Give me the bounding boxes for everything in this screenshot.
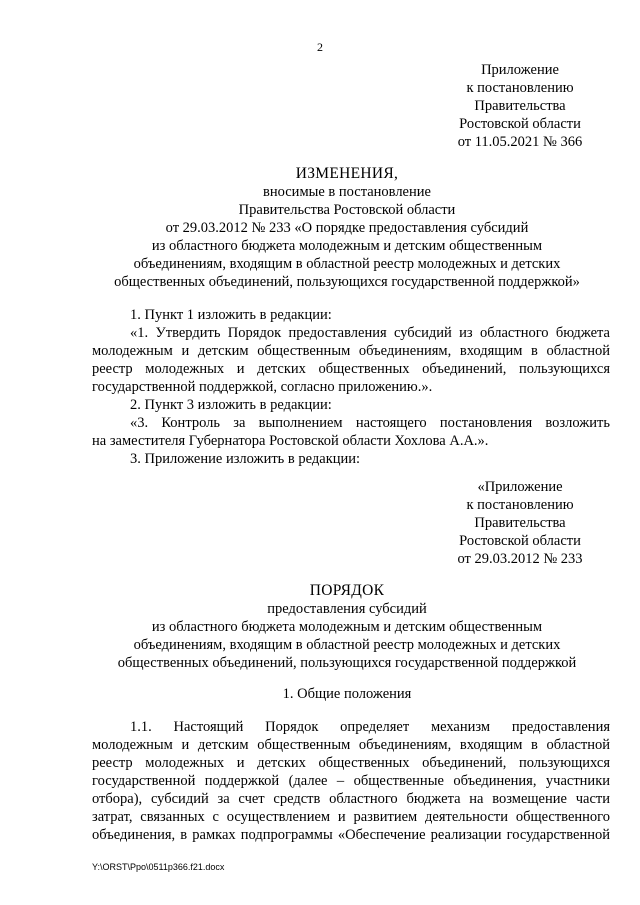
changes-title-line: общественных объединений, пользующихся государственной поддержкой» — [114, 274, 580, 290]
body-line: 2. Пункт 3 изложить в редакции: — [130, 397, 332, 413]
body-line: на заместителя Губернатора Ростовской области Хохлова А.А.». — [92, 433, 489, 449]
appendix-header-line: Приложение — [481, 62, 559, 78]
footer-file-path: Y:\ORST\Ppo\0511p366.f21.docx — [92, 862, 225, 872]
changes-title-line: из областного бюджета молодежным и детским общественным — [151, 238, 543, 254]
body-line: государственной поддержкой, согласно приложению.». — [92, 379, 433, 395]
changes-heading: ИЗМЕНЕНИЯ, — [295, 165, 399, 182]
section-heading: 1. Общие положения — [282, 686, 412, 702]
appendix-header-line: Правительства — [474, 98, 566, 114]
section-line: затрат, связанных с осуществлением и развитием деятельности общественного — [92, 809, 610, 825]
body-line: молодежным и детским общественным объединениям, входящим в областной — [92, 343, 610, 359]
body-line: 3. Приложение изложить в редакции: — [130, 451, 361, 467]
section-line: государственной поддержкой (далее – общественные объединения, участники — [92, 773, 610, 789]
appendix-quote-line: к постановлению — [466, 497, 574, 513]
appendix-header-line: от 11.05.2021 № 366 — [457, 134, 583, 150]
appendix-header-line: Ростовской области — [459, 116, 581, 132]
body-line: реестр молодежных и детских общественных объединений, пользующихся — [92, 361, 610, 377]
body-line: «3. Контроль за выполнением настоящего постановления возложить — [130, 415, 610, 431]
appendix-quote-line: Ростовской области — [459, 533, 581, 549]
appendix-quote-line: от 29.03.2012 № 233 — [457, 551, 583, 567]
order-heading: ПОРЯДОК — [309, 582, 385, 599]
section-line: 1.1. Настоящий Порядок определяет механизм предоставления — [130, 719, 610, 735]
body-line: 1. Пункт 1 изложить в редакции: — [130, 307, 332, 323]
order-title-line: предоставления субсидий — [267, 601, 427, 617]
appendix-quote-line: Правительства — [474, 515, 566, 531]
changes-title-line: вносимые в постановление — [263, 184, 431, 200]
section-line: объединения, в рамках подпрограммы «Обеспечение реализации государственной — [92, 827, 610, 843]
section-line: реестр молодежных и детских общественных объединений, пользующихся — [92, 755, 610, 771]
changes-title-line: Правительства Ростовской области — [238, 202, 456, 218]
body-line: «1. Утвердить Порядок предоставления субсидий из областного бюджета — [130, 325, 610, 341]
section-line: молодежным и детским общественным объединениям, входящим в областной — [92, 737, 610, 753]
section-line: отбора), субсидий за счет средств областного бюджета на возмещение части — [92, 791, 610, 807]
appendix-header-line: к постановлению — [466, 80, 574, 96]
order-title-line: общественных объединений, пользующихся государственной поддержкой — [117, 655, 577, 671]
changes-title-line: объединениям, входящим в областной реестр молодежных и детских — [133, 256, 561, 272]
order-title-line: объединениям, входящим в областной реестр молодежных и детских — [133, 637, 561, 653]
changes-title-line: от 29.03.2012 № 233 «О порядке предоставления субсидий — [165, 220, 529, 236]
order-title-line: из областного бюджета молодежным и детским общественным — [151, 619, 543, 635]
page-number: 2 — [317, 40, 323, 54]
appendix-quote-line: «Приложение — [477, 479, 563, 495]
